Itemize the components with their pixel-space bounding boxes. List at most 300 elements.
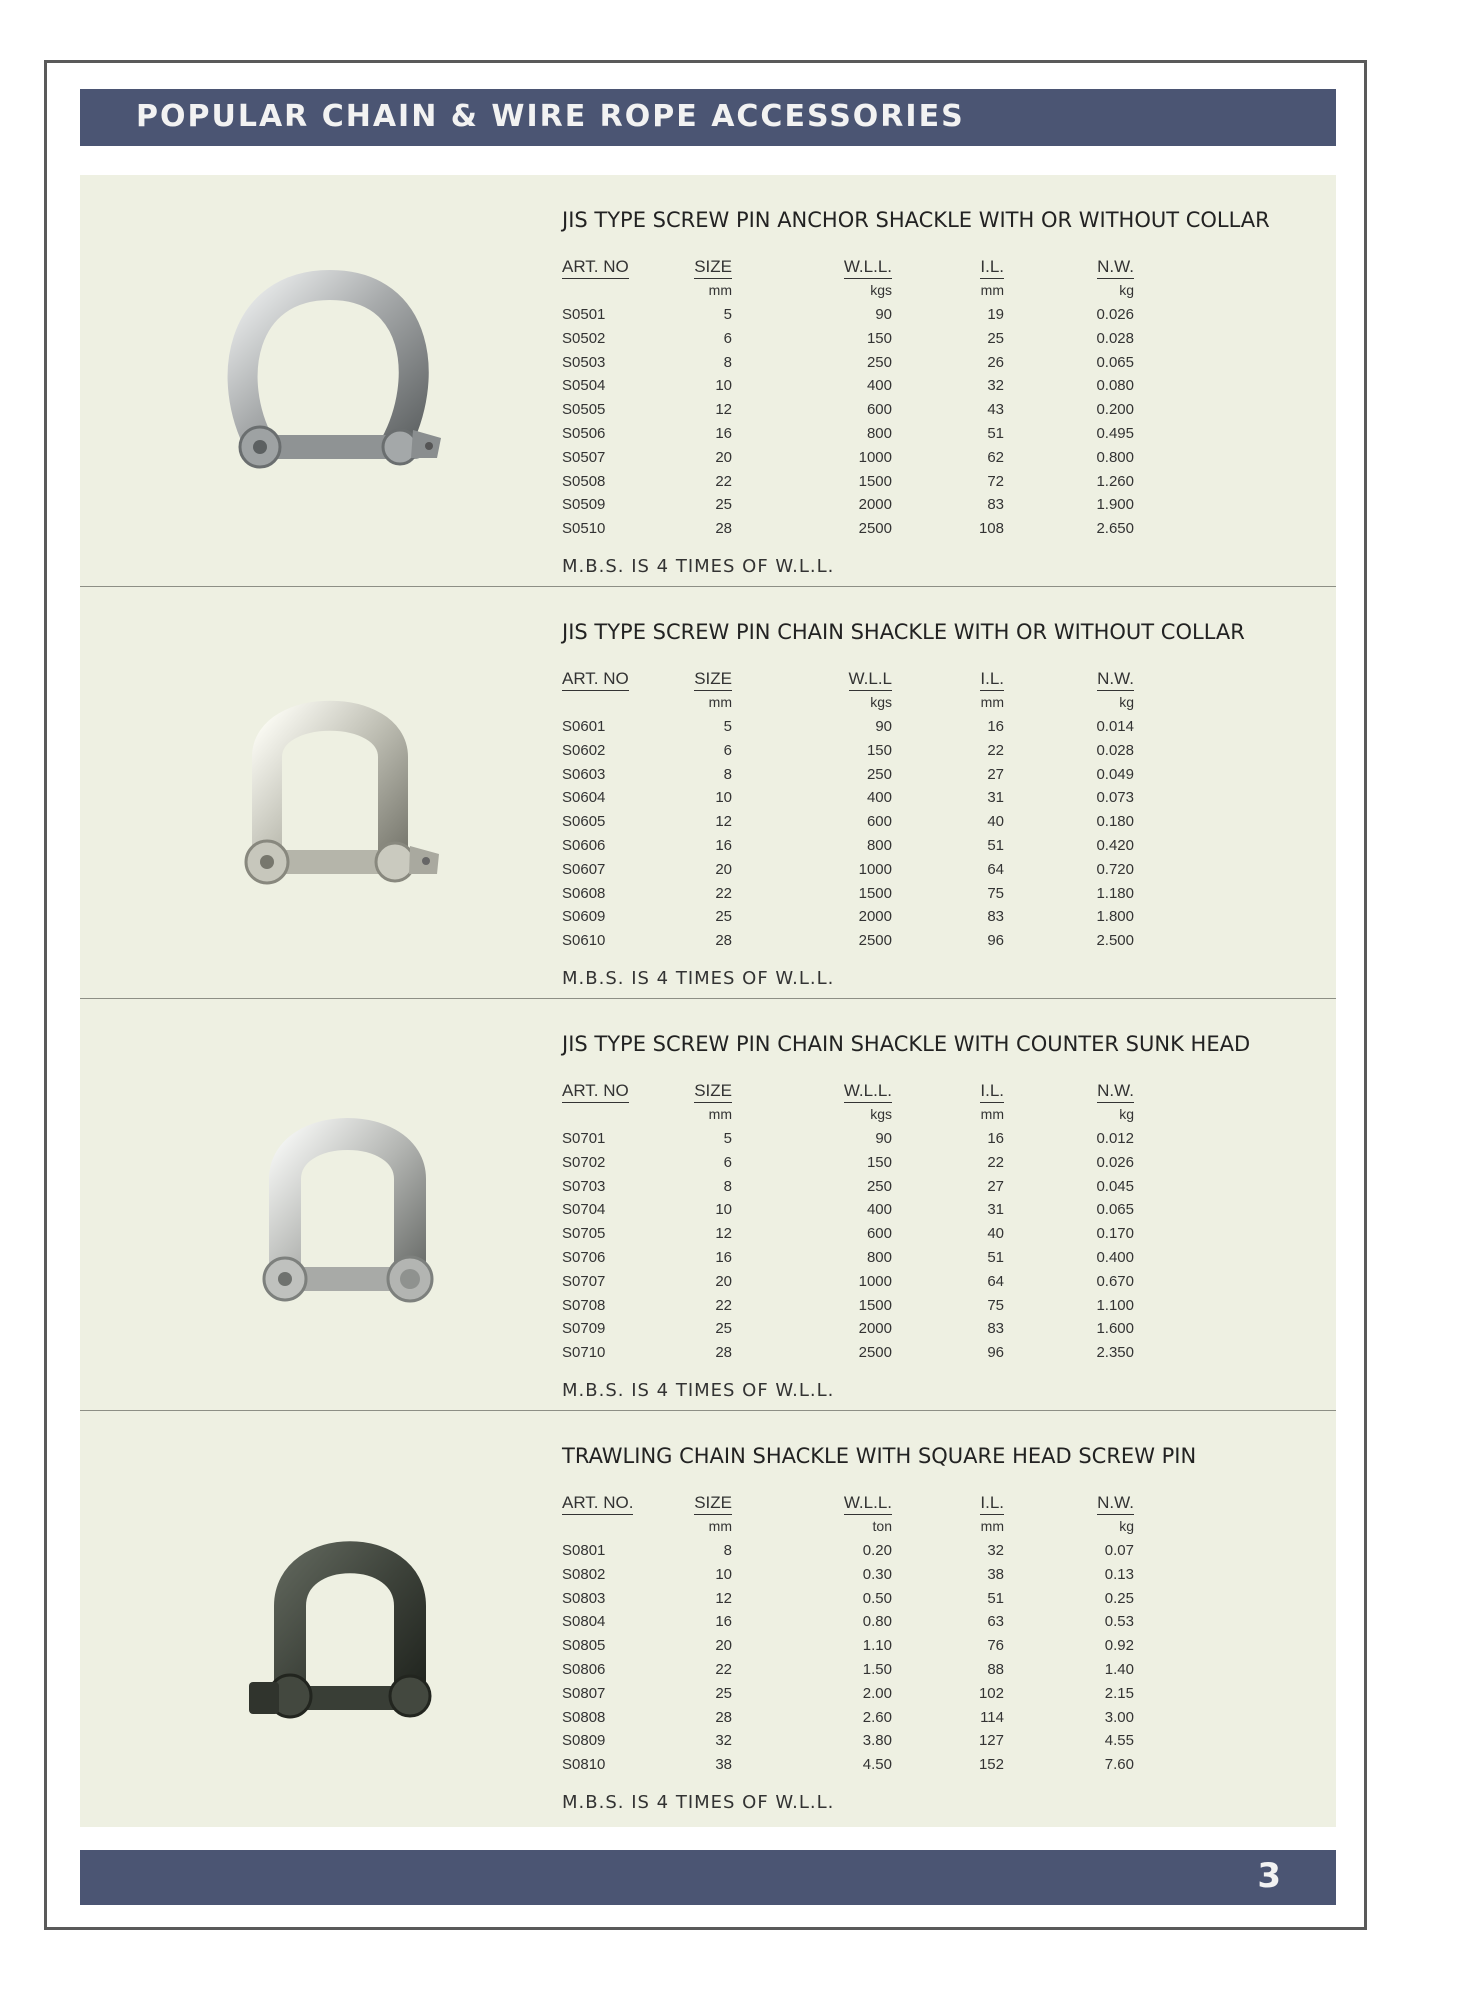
cell-size: 6 <box>723 1153 732 1171</box>
table-row <box>562 1151 1134 1175</box>
cell-il: 38 <box>987 1565 1004 1583</box>
cell-art-no: S0707 <box>562 1272 606 1290</box>
unit-il: mm <box>980 1106 1004 1123</box>
col-header-size: SIZE <box>694 1493 732 1515</box>
cell-il: 83 <box>987 908 1004 926</box>
table-row <box>562 1127 1134 1151</box>
cell-art-no: S0801 <box>562 1542 606 1559</box>
col-header-art-no: ART. NO <box>562 669 629 691</box>
cell-size: 20 <box>715 1272 732 1290</box>
cell-wll: 1000 <box>858 1272 892 1290</box>
cell-wll: 2000 <box>858 908 892 926</box>
cell-nw: 4.55 <box>1104 1732 1134 1750</box>
cell-wll: 3.80 <box>862 1732 892 1750</box>
cell-art-no: S0809 <box>562 1732 606 1750</box>
cell-nw: 2.500 <box>1096 932 1134 950</box>
cell-il: 43 <box>987 401 1004 419</box>
cell-size: 12 <box>715 401 732 419</box>
cell-art-no: S0704 <box>562 1201 606 1219</box>
cell-art-no: S0708 <box>562 1296 606 1314</box>
cell-wll: 4.50 <box>862 1756 892 1774</box>
cell-nw: 0.180 <box>1096 813 1134 831</box>
spec-table <box>562 667 1134 953</box>
cell-art-no: S0802 <box>562 1565 606 1583</box>
cell-wll: 90 <box>875 718 892 735</box>
cell-wll: 1500 <box>858 472 892 490</box>
cell-il: 96 <box>987 932 1004 950</box>
cell-art-no: S0509 <box>562 496 606 514</box>
cell-art-no: S0610 <box>562 932 606 950</box>
col-header-size: SIZE <box>694 257 732 279</box>
mbs-note: M.B.S. IS 4 TIMES OF W.L.L. <box>562 556 835 577</box>
table-row <box>562 517 1134 541</box>
col-header-il: I.L. <box>980 669 1004 691</box>
cell-art-no: S0807 <box>562 1684 606 1702</box>
unit-size: mm <box>708 282 732 299</box>
cell-art-no: S0803 <box>562 1589 606 1607</box>
cell-wll: 2500 <box>858 520 892 538</box>
table-row <box>562 422 1134 446</box>
cell-size: 20 <box>715 1637 732 1655</box>
cell-il: 64 <box>987 860 1004 878</box>
cell-wll: 0.20 <box>862 1542 892 1559</box>
cell-il: 152 <box>978 1756 1004 1774</box>
units-row <box>562 1103 1134 1127</box>
cell-size: 16 <box>715 836 732 854</box>
product-section-countersunk-shackle <box>80 999 1336 1411</box>
cell-nw: 0.045 <box>1096 1177 1134 1195</box>
units-row <box>562 691 1134 715</box>
cell-art-no: S0607 <box>562 860 606 878</box>
table-row <box>562 1634 1134 1658</box>
cell-art-no: S0602 <box>562 741 606 759</box>
col-header-art-no: ART. NO <box>562 257 629 279</box>
table-row <box>562 929 1134 953</box>
cell-il: 76 <box>987 1637 1004 1655</box>
cell-size: 5 <box>723 306 732 323</box>
cell-il: 19 <box>987 306 1004 323</box>
col-header-il: I.L. <box>980 257 1004 279</box>
cell-art-no: S0503 <box>562 353 606 371</box>
cell-wll: 600 <box>866 1225 892 1243</box>
catalog-content <box>80 175 1336 1827</box>
cell-nw: 0.026 <box>1096 306 1134 323</box>
cell-wll: 0.30 <box>862 1565 892 1583</box>
cell-size: 28 <box>715 1708 732 1726</box>
cell-nw: 0.420 <box>1096 836 1134 854</box>
cell-nw: 0.495 <box>1096 424 1134 442</box>
cell-art-no: S0608 <box>562 884 606 902</box>
col-header-art-no: ART. NO <box>562 1081 629 1103</box>
page-title: POPULAR CHAIN & WIRE ROPE ACCESSORIES <box>136 99 965 134</box>
col-header-size: SIZE <box>694 1081 732 1103</box>
cell-nw: 2.15 <box>1104 1684 1134 1702</box>
cell-wll: 400 <box>866 377 892 395</box>
cell-nw: 2.650 <box>1096 520 1134 538</box>
countersunk-shackle-photo <box>205 1084 455 1334</box>
cell-il: 22 <box>987 1153 1004 1171</box>
cell-art-no: S0804 <box>562 1613 606 1631</box>
cell-size: 28 <box>715 1344 732 1362</box>
cell-nw: 7.60 <box>1104 1756 1134 1774</box>
cell-nw: 0.800 <box>1096 448 1134 466</box>
cell-wll: 150 <box>866 1153 892 1171</box>
table-row <box>562 1222 1134 1246</box>
cell-size: 12 <box>715 1225 732 1243</box>
cell-wll: 2.00 <box>862 1684 892 1702</box>
cell-size: 25 <box>715 908 732 926</box>
cell-nw: 0.065 <box>1096 1201 1134 1219</box>
cell-il: 16 <box>987 1130 1004 1147</box>
cell-size: 28 <box>715 520 732 538</box>
cell-art-no: S0505 <box>562 401 606 419</box>
cell-nw: 0.400 <box>1096 1248 1134 1266</box>
cell-art-no: S0808 <box>562 1708 606 1726</box>
col-header-il: I.L. <box>980 1081 1004 1103</box>
cell-size: 22 <box>715 884 732 902</box>
cell-size: 28 <box>715 932 732 950</box>
cell-size: 10 <box>715 1201 732 1219</box>
cell-size: 16 <box>715 424 732 442</box>
unit-il: mm <box>980 694 1004 711</box>
cell-il: 31 <box>987 1201 1004 1219</box>
cell-nw: 1.180 <box>1096 884 1134 902</box>
col-header-nw: N.W. <box>1097 1081 1134 1103</box>
col-header-il: I.L. <box>980 1493 1004 1515</box>
cell-art-no: S0601 <box>562 718 606 735</box>
table-row <box>562 715 1134 739</box>
cell-wll: 2500 <box>858 932 892 950</box>
table-row <box>562 1539 1134 1563</box>
cell-nw: 0.170 <box>1096 1225 1134 1243</box>
col-header-wll: W.L.L <box>849 669 892 691</box>
anchor-shackle-photo <box>205 260 455 510</box>
unit-nw: kg <box>1119 282 1134 299</box>
cell-wll: 1500 <box>858 1296 892 1314</box>
cell-art-no: S0701 <box>562 1130 606 1147</box>
cell-il: 127 <box>978 1732 1004 1750</box>
cell-nw: 0.53 <box>1104 1613 1134 1631</box>
cell-wll: 150 <box>866 329 892 347</box>
cell-size: 12 <box>715 1589 732 1607</box>
cell-size: 6 <box>723 741 732 759</box>
product-section-anchor-shackle <box>80 175 1336 587</box>
col-header-nw: N.W. <box>1097 257 1134 279</box>
cell-il: 40 <box>987 1225 1004 1243</box>
cell-art-no: S0709 <box>562 1320 606 1338</box>
cell-nw: 1.100 <box>1096 1296 1134 1314</box>
cell-nw: 0.014 <box>1096 718 1134 735</box>
col-header-nw: N.W. <box>1097 669 1134 691</box>
section-title: JIS TYPE SCREW PIN CHAIN SHACKLE WITH COUNTER SUNK HEAD <box>562 1032 1251 1056</box>
cell-il: 75 <box>987 1296 1004 1314</box>
cell-wll: 1.50 <box>862 1660 892 1678</box>
cell-size: 12 <box>715 813 732 831</box>
table-row <box>562 1341 1134 1365</box>
unit-il: mm <box>980 282 1004 299</box>
cell-il: 51 <box>987 424 1004 442</box>
table-row <box>562 1706 1134 1730</box>
cell-size: 25 <box>715 496 732 514</box>
table-row <box>562 446 1134 470</box>
cell-size: 5 <box>723 718 732 735</box>
cell-il: 108 <box>978 520 1004 538</box>
units-row <box>562 279 1134 303</box>
cell-size: 20 <box>715 448 732 466</box>
cell-wll: 800 <box>866 1248 892 1266</box>
cell-art-no: S0507 <box>562 448 606 466</box>
col-header-size: SIZE <box>694 669 732 691</box>
mbs-note: M.B.S. IS 4 TIMES OF W.L.L. <box>562 1380 835 1401</box>
col-header-nw: N.W. <box>1097 1493 1134 1515</box>
cell-size: 5 <box>723 1130 732 1147</box>
cell-size: 8 <box>723 1542 732 1559</box>
cell-il: 26 <box>987 353 1004 371</box>
cell-art-no: S0805 <box>562 1637 606 1655</box>
cell-nw: 1.600 <box>1096 1320 1134 1338</box>
cell-wll: 600 <box>866 813 892 831</box>
unit-wll: kgs <box>870 1106 892 1123</box>
cell-nw: 0.012 <box>1096 1130 1134 1147</box>
unit-il: mm <box>980 1518 1004 1535</box>
cell-wll: 2000 <box>858 496 892 514</box>
unit-size: mm <box>708 1106 732 1123</box>
table-row <box>562 1587 1134 1611</box>
cell-size: 16 <box>715 1248 732 1266</box>
cell-il: 51 <box>987 1589 1004 1607</box>
cell-art-no: S0703 <box>562 1177 606 1195</box>
unit-nw: kg <box>1119 694 1134 711</box>
cell-wll: 2.60 <box>862 1708 892 1726</box>
table-row <box>562 303 1134 327</box>
cell-wll: 800 <box>866 424 892 442</box>
cell-nw: 1.900 <box>1096 496 1134 514</box>
cell-wll: 600 <box>866 401 892 419</box>
cell-nw: 0.07 <box>1104 1542 1134 1559</box>
cell-il: 32 <box>987 377 1004 395</box>
cell-nw: 1.800 <box>1096 908 1134 926</box>
cell-wll: 0.80 <box>862 1613 892 1631</box>
cell-il: 96 <box>987 1344 1004 1362</box>
table-row <box>562 1317 1134 1341</box>
cell-nw: 0.720 <box>1096 860 1134 878</box>
cell-wll: 400 <box>866 789 892 807</box>
header-bar <box>80 89 1336 146</box>
mbs-note: M.B.S. IS 4 TIMES OF W.L.L. <box>562 1792 835 1813</box>
cell-art-no: S0502 <box>562 329 606 347</box>
cell-nw: 0.200 <box>1096 401 1134 419</box>
table-row <box>562 351 1134 375</box>
cell-nw: 0.028 <box>1096 741 1134 759</box>
section-title: JIS TYPE SCREW PIN CHAIN SHACKLE WITH OR WITHOUT COLLAR <box>562 620 1245 644</box>
cell-wll: 400 <box>866 1201 892 1219</box>
cell-wll: 1000 <box>858 448 892 466</box>
cell-wll: 800 <box>866 836 892 854</box>
cell-il: 27 <box>987 1177 1004 1195</box>
cell-size: 22 <box>715 472 732 490</box>
product-section-chain-shackle <box>80 587 1336 999</box>
cell-wll: 90 <box>875 1130 892 1147</box>
cell-nw: 0.92 <box>1104 1637 1134 1655</box>
spec-table <box>562 1491 1134 1777</box>
cell-art-no: S0609 <box>562 908 606 926</box>
cell-nw: 0.13 <box>1104 1565 1134 1583</box>
cell-art-no: S0706 <box>562 1248 606 1266</box>
table-row <box>562 1682 1134 1706</box>
cell-il: 31 <box>987 789 1004 807</box>
cell-il: 102 <box>978 1684 1004 1702</box>
table-row <box>562 1294 1134 1318</box>
cell-wll: 150 <box>866 741 892 759</box>
cell-wll: 1000 <box>858 860 892 878</box>
unit-nw: kg <box>1119 1518 1134 1535</box>
cell-wll: 250 <box>866 353 892 371</box>
footer-bar <box>80 1850 1336 1905</box>
chain-shackle-photo <box>205 672 455 922</box>
unit-size: mm <box>708 694 732 711</box>
spec-table <box>562 1079 1134 1365</box>
table-row <box>562 398 1134 422</box>
table-row <box>562 763 1134 787</box>
cell-il: 51 <box>987 836 1004 854</box>
table-row <box>562 834 1134 858</box>
cell-nw: 3.00 <box>1104 1708 1134 1726</box>
cell-wll: 2500 <box>858 1344 892 1362</box>
spec-table <box>562 255 1134 541</box>
cell-nw: 1.40 <box>1104 1660 1134 1678</box>
cell-il: 25 <box>987 329 1004 347</box>
cell-art-no: S0605 <box>562 813 606 831</box>
cell-il: 27 <box>987 765 1004 783</box>
cell-wll: 2000 <box>858 1320 892 1338</box>
cell-art-no: S0510 <box>562 520 606 538</box>
cell-il: 62 <box>987 448 1004 466</box>
table-row <box>562 1175 1134 1199</box>
cell-nw: 0.028 <box>1096 329 1134 347</box>
table-row <box>562 1753 1134 1777</box>
cell-wll: 250 <box>866 1177 892 1195</box>
table-row <box>562 374 1134 398</box>
cell-art-no: S0506 <box>562 424 606 442</box>
cell-il: 83 <box>987 1320 1004 1338</box>
cell-art-no: S0508 <box>562 472 606 490</box>
table-row <box>562 858 1134 882</box>
table-row <box>562 1246 1134 1270</box>
cell-wll: 250 <box>866 765 892 783</box>
cell-il: 16 <box>987 718 1004 735</box>
table-row <box>562 786 1134 810</box>
cell-size: 32 <box>715 1732 732 1750</box>
page-number: 3 <box>1257 1856 1281 1896</box>
cell-size: 8 <box>723 765 732 783</box>
cell-art-no: S0810 <box>562 1756 606 1774</box>
table-row <box>562 1729 1134 1753</box>
section-title: TRAWLING CHAIN SHACKLE WITH SQUARE HEAD SCREW PIN <box>562 1444 1197 1468</box>
col-header-wll: W.L.L. <box>844 1081 892 1103</box>
cell-art-no: S0806 <box>562 1660 606 1678</box>
cell-il: 22 <box>987 741 1004 759</box>
cell-wll: 1.10 <box>862 1637 892 1655</box>
cell-il: 32 <box>987 1542 1004 1559</box>
cell-il: 114 <box>980 1708 1004 1726</box>
cell-nw: 0.670 <box>1096 1272 1134 1290</box>
cell-il: 75 <box>987 884 1004 902</box>
table-row <box>562 905 1134 929</box>
cell-art-no: S0702 <box>562 1153 606 1171</box>
cell-size: 6 <box>723 329 732 347</box>
table-row <box>562 493 1134 517</box>
table-row <box>562 1610 1134 1634</box>
table-row <box>562 327 1134 351</box>
cell-art-no: S0501 <box>562 306 606 323</box>
cell-nw: 0.080 <box>1096 377 1134 395</box>
cell-size: 16 <box>715 1613 732 1631</box>
cell-wll: 90 <box>875 306 892 323</box>
cell-size: 10 <box>715 377 732 395</box>
product-section-trawling-shackle <box>80 1411 1336 1823</box>
table-row <box>562 739 1134 763</box>
cell-art-no: S0710 <box>562 1344 606 1362</box>
cell-art-no: S0705 <box>562 1225 606 1243</box>
table-row <box>562 470 1134 494</box>
unit-wll: kgs <box>870 694 892 711</box>
cell-size: 10 <box>715 789 732 807</box>
mbs-note: M.B.S. IS 4 TIMES OF W.L.L. <box>562 968 835 989</box>
unit-size: mm <box>708 1518 732 1535</box>
section-title: JIS TYPE SCREW PIN ANCHOR SHACKLE WITH OR WITHOUT COLLAR <box>562 208 1270 232</box>
cell-il: 83 <box>987 496 1004 514</box>
units-row <box>562 1515 1134 1539</box>
trawling-shackle-photo <box>205 1496 455 1746</box>
cell-size: 25 <box>715 1320 732 1338</box>
table-row <box>562 1658 1134 1682</box>
cell-size: 22 <box>715 1660 732 1678</box>
cell-art-no: S0504 <box>562 377 606 395</box>
table-row <box>562 882 1134 906</box>
cell-nw: 0.049 <box>1096 765 1134 783</box>
table-row <box>562 1198 1134 1222</box>
col-header-wll: W.L.L. <box>844 1493 892 1515</box>
cell-il: 88 <box>987 1660 1004 1678</box>
unit-nw: kg <box>1119 1106 1134 1123</box>
cell-art-no: S0603 <box>562 765 606 783</box>
cell-wll: 1500 <box>858 884 892 902</box>
cell-il: 72 <box>987 472 1004 490</box>
unit-wll: kgs <box>870 282 892 299</box>
cell-size: 10 <box>715 1565 732 1583</box>
cell-size: 20 <box>715 860 732 878</box>
col-header-art-no: ART. NO. <box>562 1493 633 1515</box>
cell-il: 64 <box>987 1272 1004 1290</box>
cell-nw: 0.073 <box>1096 789 1134 807</box>
cell-art-no: S0606 <box>562 836 606 854</box>
cell-il: 40 <box>987 813 1004 831</box>
unit-wll: ton <box>872 1518 892 1535</box>
cell-size: 8 <box>723 1177 732 1195</box>
cell-nw: 2.350 <box>1096 1344 1134 1362</box>
cell-il: 63 <box>987 1613 1004 1631</box>
col-header-wll: W.L.L. <box>844 257 892 279</box>
table-row <box>562 1270 1134 1294</box>
cell-size: 25 <box>715 1684 732 1702</box>
cell-nw: 1.260 <box>1096 472 1134 490</box>
table-row <box>562 1563 1134 1587</box>
table-row <box>562 810 1134 834</box>
cell-wll: 0.50 <box>862 1589 892 1607</box>
cell-nw: 0.25 <box>1104 1589 1134 1607</box>
cell-nw: 0.026 <box>1096 1153 1134 1171</box>
cell-size: 8 <box>723 353 732 371</box>
